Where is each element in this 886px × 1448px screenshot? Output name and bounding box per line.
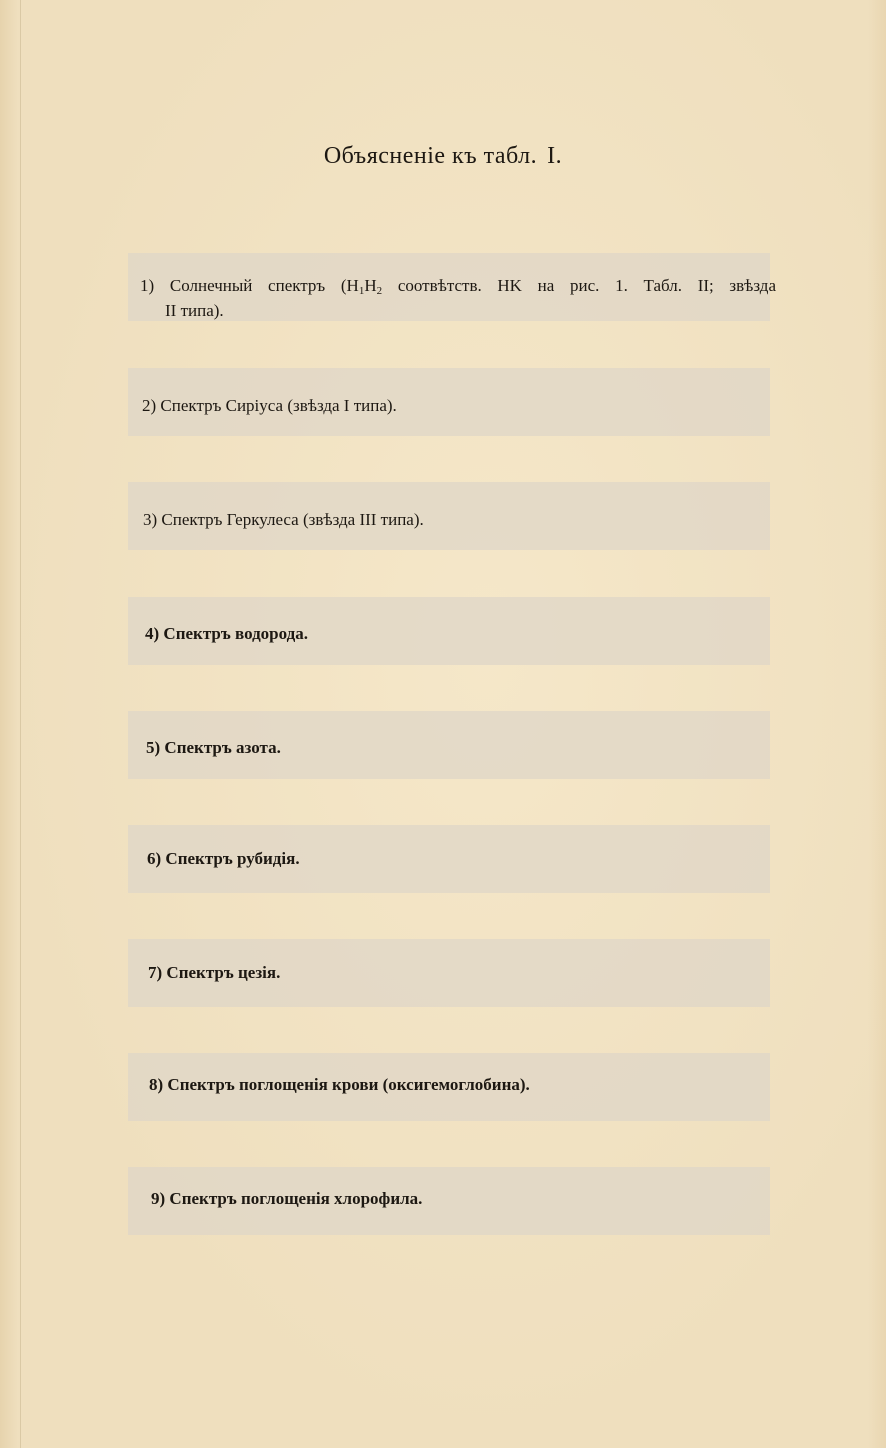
caption-item-7 xyxy=(148,963,280,983)
caption-item-3-label: 3) xyxy=(143,510,158,529)
caption-item-8 xyxy=(149,1075,530,1095)
caption-item-4-text: Спектръ водорода. xyxy=(163,624,308,643)
caption-item-7-label: 7) xyxy=(148,963,163,982)
caption-item-3-text: Спектръ Геркулеса (звѣзда III типа). xyxy=(161,510,424,529)
caption-item-2-text: Спектръ Сиріуса (звѣзда I типа). xyxy=(160,396,397,415)
page-title-text: Объясненіе къ табл. xyxy=(323,143,538,169)
caption-item-9-text: Спектръ поглощенія хлорофила. xyxy=(169,1189,423,1208)
caption-item-3 xyxy=(143,510,424,530)
caption-item-8-text: Спектръ поглощенія крови (оксигемоглобина). xyxy=(167,1075,530,1094)
caption-item-4 xyxy=(145,624,308,644)
page-title xyxy=(0,143,886,170)
caption-item-6-text: Спектръ рубидія. xyxy=(165,849,300,868)
caption-item-1 xyxy=(140,276,776,321)
caption-item-8-label: 8) xyxy=(149,1075,164,1094)
caption-item-1-label: 1) xyxy=(140,276,155,295)
caption-item-1-text-b: H xyxy=(364,276,377,295)
caption-item-1-sub-2: 2 xyxy=(376,285,383,297)
caption-item-2 xyxy=(142,396,397,416)
caption-item-2-label: 2) xyxy=(142,396,157,415)
caption-item-5-label: 5) xyxy=(146,738,161,757)
caption-item-7-text: Спектръ цезія. xyxy=(166,963,281,982)
caption-item-4-label: 4) xyxy=(145,624,160,643)
page-title-number: I. xyxy=(547,143,563,169)
caption-item-1-sub-1: 1 xyxy=(358,285,365,297)
caption-item-9 xyxy=(151,1189,422,1209)
caption-item-1-line-2: II типа). xyxy=(165,301,224,320)
caption-item-6-label: 6) xyxy=(147,849,162,868)
caption-item-6 xyxy=(147,849,300,869)
caption-item-5-text: Спектръ азота. xyxy=(164,738,281,757)
caption-item-1-text-a: Солнечный спектръ (H xyxy=(169,276,359,295)
caption-item-1-text-c: соотвѣтств. HK на рис. 1. Табл. II; звѣзда xyxy=(382,276,777,295)
caption-item-5 xyxy=(146,738,281,758)
page-crease xyxy=(20,0,21,1448)
caption-item-1-line-1 xyxy=(140,276,776,301)
caption-item-9-label: 9) xyxy=(151,1189,166,1208)
